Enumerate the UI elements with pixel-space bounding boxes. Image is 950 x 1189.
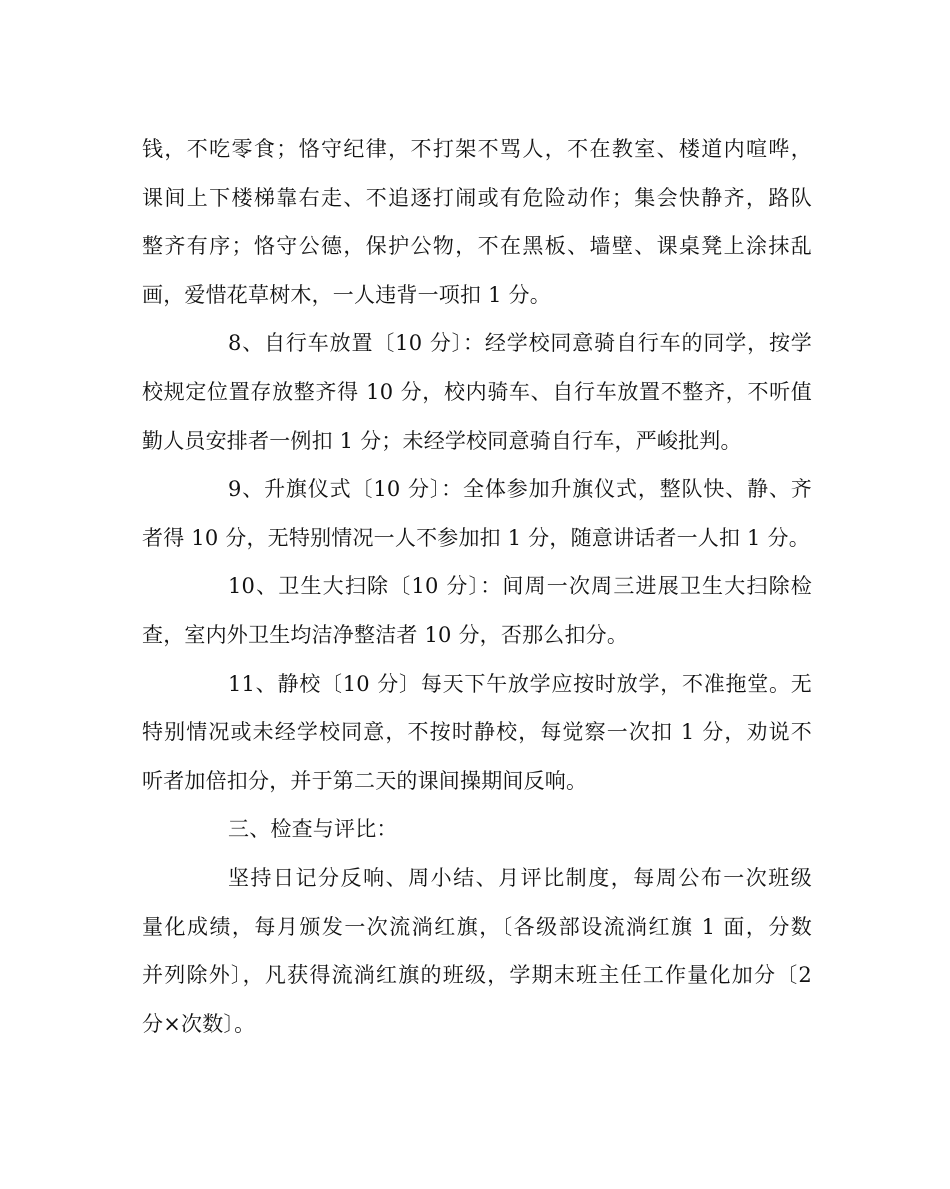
text-line-9: 者得 10 分，无特别情况一人不参加扣 1 分，随意讲话者一人扣 1 分。: [142, 525, 810, 550]
text-line-2: 课间上下楼梯靠右走、不追逐打闹或有危险动作；集会快静齐，路队: [142, 185, 812, 210]
text-line-5: 8、自行车放置〔10 分〕：经学校同意骑自行车的同学，按学: [228, 331, 812, 356]
text-line-19: 分×次数〕。: [142, 1011, 256, 1036]
text-line-10: 10、卫生大扫除〔10 分〕：间周一次周三进展卫生大扫除检: [228, 574, 812, 599]
section-heading: 三、检查与评比：: [228, 817, 398, 842]
text-line-13: 特别情况或未经学校同意，不按时静校，每觉察一次扣 1 分，劝说不: [142, 720, 812, 745]
text-line-14: 听者加倍扣分，并于第二天的课间操期间反响。: [142, 768, 588, 793]
text-line-7: 勤人员安排者一例扣 1 分；未经学校同意骑自行车，严峻批判。: [142, 428, 742, 453]
text-line-4: 画，爱惜花草树木，一人违背一项扣 1 分。: [142, 282, 551, 307]
text-line-3: 整齐有序；恪守公德，保护公物，不在黑板、墙壁、课桌凳上涂抹乱: [142, 234, 812, 259]
text-line-16: 坚持日记分反响、周小结、月评比制度，每周公布一次班级: [228, 865, 812, 890]
text-line-17: 量化成绩，每月颁发一次流淌红旗，〔各级部设流淌红旗 1 面，分数: [142, 914, 812, 939]
text-line-18: 并列除外〕，凡获得流淌红旗的班级，学期末班主任工作量化加分〔2: [142, 963, 812, 988]
text-line-8: 9、升旗仪式〔10 分〕：全体参加升旗仪式，整队快、静、齐: [228, 477, 812, 502]
text-line-12: 11、静校〔10 分〕每天下午放学应按时放学，不准拖堂。无: [228, 671, 812, 696]
text-line-1: 钱，不吃零食；恪守纪律，不打架不骂人，不在教室、楼道内喧哗，: [142, 137, 812, 161]
text-line-11: 查，室内外卫生均洁净整洁者 10 分，否那么扣分。: [142, 622, 629, 647]
document-body: [142, 125, 812, 1048]
text-line-6: 校规定位置存放整齐得 10 分，校内骑车、自行车放置不整齐，不听值: [142, 379, 812, 404]
